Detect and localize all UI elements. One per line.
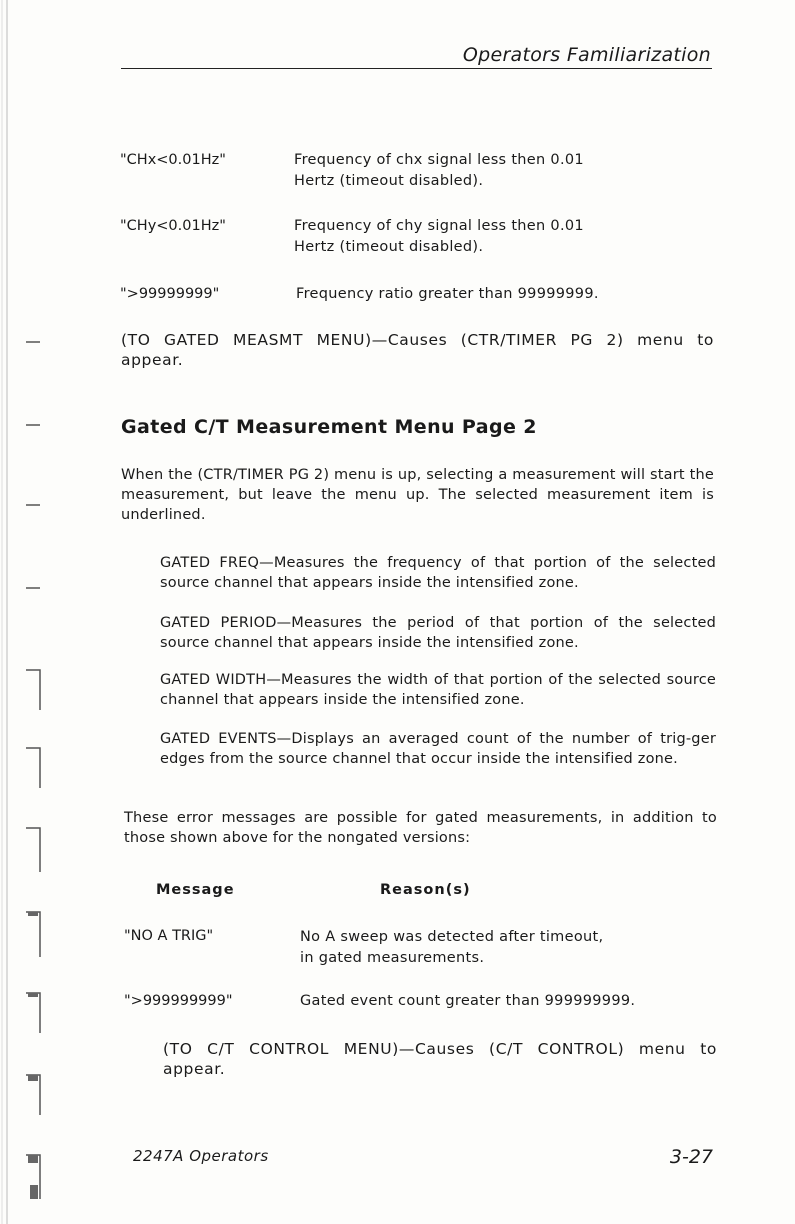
- message-term: "CHy<0.01Hz": [120, 218, 226, 234]
- message-term: ">99999999": [120, 286, 220, 302]
- reason-line: No A sweep was detected after timeout,: [300, 929, 604, 945]
- table-row-reason: [300, 991, 635, 1012]
- gated-item-period: GATED PERIOD—Measures the period of that portion of the selected source channel that appears inside the intensified zone.: [160, 615, 716, 651]
- gated-item-width: GATED WIDTH—Measures the width of that portion of the selected source channel that appears inside the intensified zone.: [160, 672, 716, 708]
- gated-menu-paragraph: (TO GATED MEASMT MENU)—Causes (CTR/TIMER PG 2) menu to appear.: [121, 331, 714, 369]
- gated-item-freq: GATED FREQ—Measures the frequency of that portion of the selected source channel that appears inside the intensified zone.: [160, 555, 716, 591]
- binding-edge-marks: [0, 0, 50, 1224]
- message-description: [294, 216, 584, 258]
- reason-line: Gated event count greater than 999999999.: [300, 993, 636, 1009]
- description-line: Frequency of chx signal less then 0.01: [294, 152, 584, 168]
- footer-page-number: 3-27: [669, 1146, 713, 1168]
- error-paragraph: These error messages are possible for gated measurements, in addition to those shown above for the nongated versions:: [124, 810, 717, 846]
- table-row-message: ">999999999": [124, 993, 233, 1009]
- description-line: Frequency of chy signal less then 0.01: [294, 218, 584, 234]
- section-heading: Gated C/T Measurement Menu Page 2: [121, 416, 537, 438]
- table-header-message: Message: [156, 882, 235, 898]
- gated-item-events: GATED EVENTS—Displays an averaged count of the number of trig-ger edges from the source channel that occur inside the intensified zone.: [160, 731, 716, 767]
- intro-paragraph: When the (CTR/TIMER PG 2) menu is up, selecting a measurement will start the measurement, but leave the menu up. The selected measurement item is underlined.: [121, 467, 714, 523]
- description-line: Hertz (timeout disabled).: [294, 239, 484, 255]
- message-description: [294, 150, 584, 192]
- message-term: "CHx<0.01Hz": [120, 152, 226, 168]
- footer-manual-title: 2247A Operators: [133, 1147, 269, 1165]
- message-description: [296, 284, 599, 305]
- reason-line: in gated measurements.: [300, 950, 485, 966]
- description-line: Frequency ratio greater than 99999999.: [296, 286, 599, 302]
- table-header-reasons: Reason(s): [380, 882, 471, 898]
- description-line: Hertz (timeout disabled).: [294, 173, 484, 189]
- header-rule: [121, 68, 712, 69]
- table-row-reason: [300, 927, 603, 969]
- control-menu-paragraph: (TO C/T CONTROL MENU)—Causes (C/T CONTROL) menu to appear.: [163, 1040, 717, 1078]
- page-header-title: Operators Familiarization: [462, 44, 711, 66]
- table-row-message: "NO A TRIG": [124, 928, 214, 944]
